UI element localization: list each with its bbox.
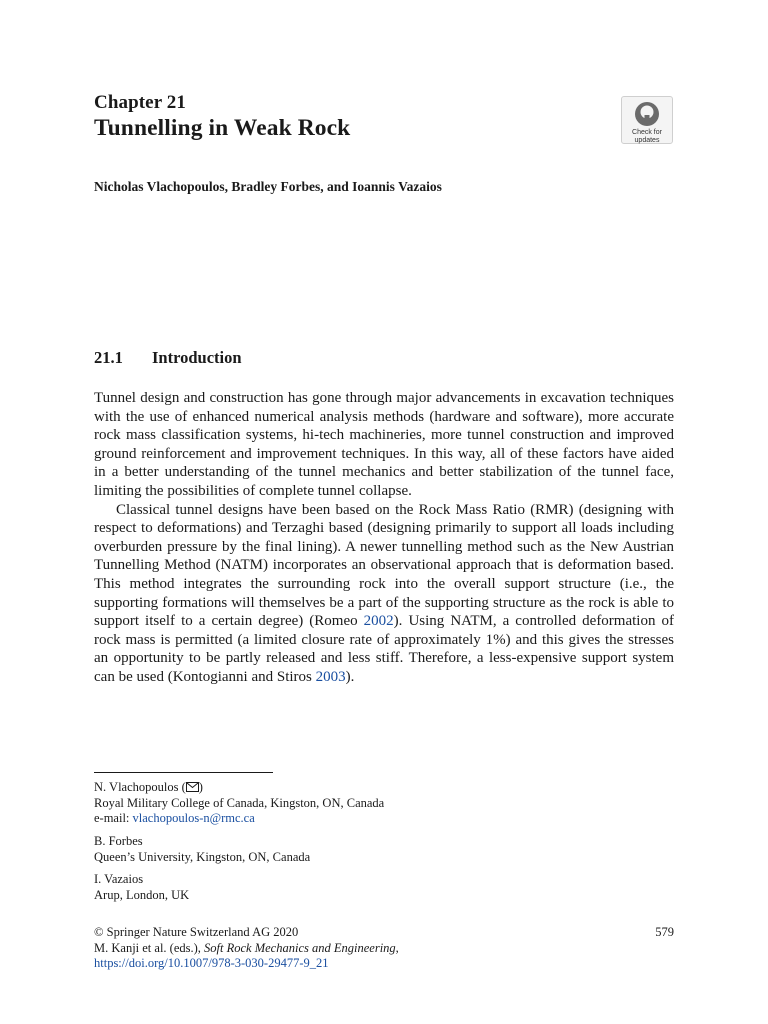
check-for-updates-line1: Check for [632,129,662,136]
footnote-divider [94,772,273,773]
author-organization: Royal Military College of Canada, Kingston, ON, Canada [94,795,385,810]
book-title: Soft Rock Mechanics and Engineering [204,940,396,955]
check-for-updates-badge[interactable] [621,96,673,144]
copyright-line: © Springer Nature Switzerland AG 2020 [94,925,299,939]
paragraph-2 [94,501,674,687]
envelope-icon [186,782,199,792]
affiliation-forbes [94,834,674,865]
affiliation-vlachopoulos [94,780,674,827]
section-number: 21.1 [94,348,123,367]
author-email-link[interactable]: vlachopoulos-n@rmc.ca [132,811,255,825]
citation-kontogianni-2003[interactable]: 2003 [315,668,346,685]
author-name: I. Vazaios [94,872,144,886]
page-number: 579 [655,925,674,939]
check-for-updates-line2: updates [634,136,660,144]
author-name-close: ) [198,780,203,794]
paragraph-2-text-c: ). [345,668,355,685]
editors-text: M. Kanji et al. (eds.), [94,940,205,955]
author-organization: Queen’s University, Kingston, ON, Canada [94,849,311,864]
affiliation-vazaios [94,872,674,903]
citation-romeo-2002[interactable]: 2002 [363,613,394,630]
doi-link[interactable]: https://doi.org/10.1007/978-3-030-29477-9_21 [94,956,329,970]
body-text [94,389,674,687]
copyright-block [94,925,674,972]
paragraph-2-text-a: Classical tunnel designs have been based on the Rock Mass Ratio (RMR) (designing with respect to deformations) and Terzaghi based (designing primarily to support all loads including overburden pressure by the final lining). A newer tunnelling method such as the New Austrian Tunnelling Method (NATM) incorporates an observational approach that is deformation based. This method integrates the surrounding rock into the overall support structure (i.e., the supporting formations will themselves be a part of the supporting structure as the rock is able to support itself to a certain degree) (Romeo [94,501,674,630]
author-name: B. Forbes [94,834,143,848]
paragraph-2-text-b: ). Using NATM, a controlled deformation of rock mass is permitted (a limited closure rate of approximately 1%) and this gives the stresses an opportunity to be partly released and less stiff. Therefore, a less-expensive support system can be used (Kontogianni and Stiros [94,613,674,685]
crossmark-icon [633,100,661,128]
chapter-title: Tunnelling in Weak Rock [94,115,351,141]
page [94,0,674,1024]
section-title: Introduction [152,348,242,367]
book-title-comma: , [395,940,399,955]
section-heading [94,348,242,368]
email-label: e-mail: [94,811,133,825]
author-list: Nicholas Vlachopoulos, Bradley Forbes, and Ioannis Vazaios [94,179,442,194]
paragraph-1: Tunnel design and construction has gone through major advancements in excavation techniques with the use of enhanced numerical analysis methods (hardware and software), more accurate rock mass classification systems, hi-tech machineries, more tunnel construction and improved ground reinforcement and improvement techniques. In this way, all of these factors have aided in a better understanding of the tunnel mechanics and better stabilization of the tunnel face, limiting the possibilities of complete tunnel collapse. [94,390,674,499]
author-organization: Arup, London, UK [94,887,190,902]
chapter-label: Chapter 21 [94,92,186,113]
author-name: N. Vlachopoulos ( [94,780,186,794]
